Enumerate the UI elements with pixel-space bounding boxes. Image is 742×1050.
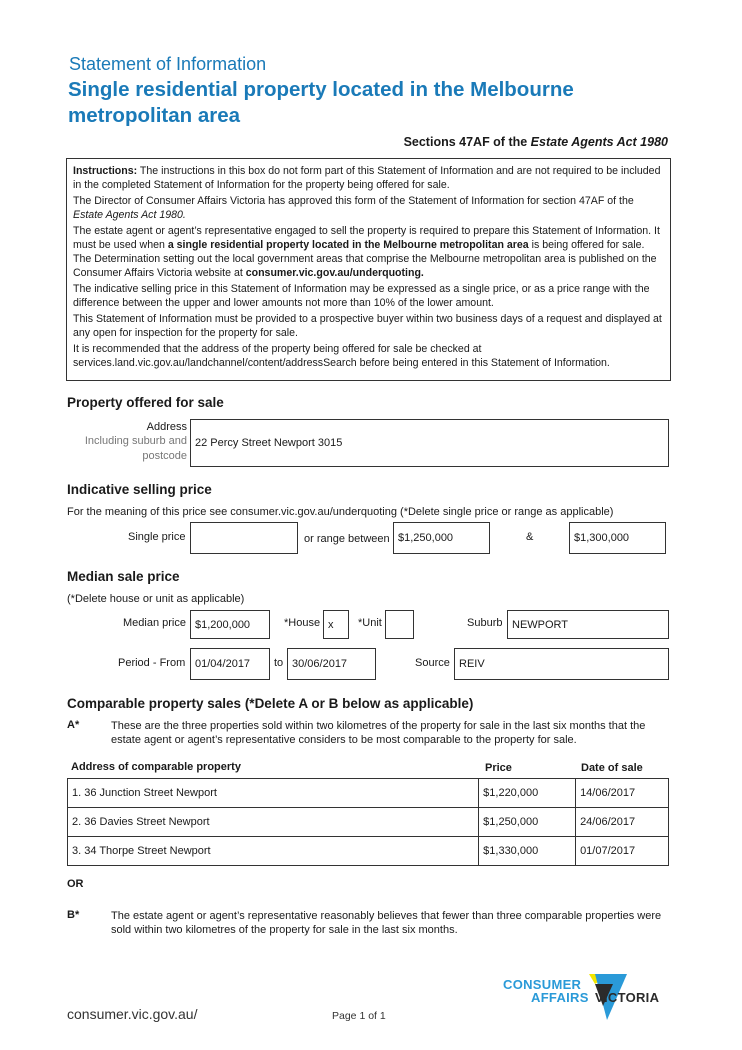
- comparable-sales-table: [67, 778, 669, 866]
- option-a-marker: A*: [67, 719, 80, 731]
- col-header-address: Address of comparable property: [71, 761, 241, 773]
- source-label: Source: [415, 657, 450, 669]
- instructions-p2-text: The Director of Consumer Affairs Victoria has approved this form of the Statement of Information for section 47AF of the: [73, 194, 634, 207]
- comparable-address[interactable]: 2. 36 Davies Street Newport: [68, 808, 479, 837]
- suburb-field[interactable]: NEWPORT: [507, 610, 669, 639]
- table-row: [68, 808, 669, 837]
- range-ampersand: &: [526, 531, 534, 543]
- underquoting-link[interactable]: consumer.vic.gov.au/underquoting.: [245, 267, 424, 280]
- instructions-p6: It is recommended that the address of the property being offered for sale be checked at services.land.vic.gov.au/landchannel/content/addressSearch before being entered in this Statement of Information.: [73, 342, 610, 370]
- single-price-field[interactable]: [190, 522, 298, 554]
- house-checkbox[interactable]: x: [323, 610, 349, 639]
- single-price-label: Single price: [128, 531, 186, 543]
- sections-prefix: Sections 47AF of the: [403, 135, 531, 149]
- option-a-text: These are the three properties sold within two kilometres of the property for sale in the last six months that the estate agent or agent’s representative considers to be most comparable to the property for sale.: [111, 720, 646, 746]
- address-sublabel-2: postcode: [142, 450, 187, 462]
- col-header-price: Price: [485, 762, 512, 774]
- median-price-field[interactable]: $1,200,000: [190, 610, 270, 639]
- table-row: [68, 837, 669, 866]
- instructions-p5: This Statement of Information must be provided to a prospective buyer within two business days of a request and displayed at any open for inspection for the property for sale.: [73, 313, 662, 340]
- footer-url[interactable]: consumer.vic.gov.au/: [67, 1006, 198, 1022]
- comparable-heading: Comparable property sales (*Delete A or B below as applicable): [67, 696, 474, 711]
- comparable-date[interactable]: 01/07/2017: [576, 837, 669, 866]
- indicative-heading: Indicative selling price: [67, 482, 212, 497]
- comparable-address[interactable]: 3. 34 Thorpe Street Newport: [68, 837, 479, 866]
- page-title: Single residential property located in the Melbourne metropolitan area: [68, 78, 574, 127]
- property-heading: Property offered for sale: [67, 395, 224, 410]
- period-from-label: Period - From: [118, 657, 186, 669]
- unit-checkbox[interactable]: [385, 610, 414, 639]
- comparable-price[interactable]: $1,330,000: [479, 837, 576, 866]
- indicative-note: For the meaning of this price see consumer.vic.gov.au/underquoting (*Delete single price or range as applicable): [67, 506, 614, 518]
- range-high-field[interactable]: $1,300,000: [569, 522, 666, 554]
- col-header-date: Date of sale: [581, 762, 643, 774]
- period-to-field[interactable]: 30/06/2017: [287, 648, 376, 680]
- address-field[interactable]: 22 Percy Street Newport 3015: [190, 419, 669, 467]
- unit-label: *Unit: [358, 617, 382, 629]
- logo-affairs: AFFAIRS: [531, 990, 589, 1005]
- instructions-box: [66, 158, 671, 381]
- instructions-p3: [73, 224, 665, 281]
- comparable-price[interactable]: $1,250,000: [479, 808, 576, 837]
- page-number: Page 1 of 1: [332, 1010, 386, 1022]
- range-low-field[interactable]: $1,250,000: [393, 522, 490, 554]
- instructions-p3-text-a: The estate agent or agent’s representative engaged to sell the property is required to prepare this Statement of Information. It must be used when: [73, 224, 660, 252]
- period-from-field[interactable]: 01/04/2017: [190, 648, 270, 680]
- house-label: *House: [284, 617, 321, 629]
- consumer-affairs-victoria-logo: [503, 972, 673, 1022]
- instructions-p4: The indicative selling price in this Statement of Information may be expressed as a single price, or as a price range with the difference between the upper and lower amounts not more than 10% of the lower amount.: [73, 283, 650, 310]
- address-label: Address: [146, 421, 187, 433]
- option-b-marker: B*: [67, 909, 80, 921]
- comparable-date[interactable]: 14/06/2017: [576, 779, 669, 808]
- instructions-p1-text: The instructions in this box do not form part of this Statement of Information and are not required to be included in the completed Statement of Information for the property being offered for sale.: [73, 165, 661, 192]
- instructions-p3-bold: a single residential property located in the Melbourne metropolitan area: [167, 239, 529, 252]
- median-heading: Median sale price: [67, 569, 180, 584]
- period-to-label: to: [274, 657, 284, 669]
- table-row: [68, 779, 669, 808]
- sections-reference: [404, 135, 668, 149]
- or-separator: OR: [67, 878, 84, 890]
- instructions-p3-text-b: is being offered for sale. The Determination setting out the local government areas that comprise the Melbourne metropolitan area is published on the Consumer Affairs Victoria website at: [73, 239, 657, 280]
- median-note: (*Delete house or unit as applicable): [67, 593, 245, 605]
- comparable-date[interactable]: 24/06/2017: [576, 808, 669, 837]
- logo-consumer: CONSUMER: [503, 977, 582, 992]
- option-b-text: The estate agent or agent’s representative reasonably believes that fewer than three comparable properties were sold within two kilometres of the property for sale in the last six months.: [111, 910, 662, 936]
- instructions-p2-act: Estate Agents Act 1980.: [73, 209, 186, 222]
- source-field[interactable]: REIV: [454, 648, 669, 680]
- doc-type-label: Statement of Information: [69, 54, 267, 74]
- instructions-p2: [73, 194, 665, 222]
- address-sublabel-1: Including suburb and: [84, 435, 187, 447]
- instructions-label: Instructions:: [73, 165, 138, 177]
- act-name: Estate Agents Act 1980: [530, 135, 668, 149]
- instructions-p1: [73, 164, 665, 192]
- comparable-price[interactable]: $1,220,000: [479, 779, 576, 808]
- logo-victoria: VICTORIA: [595, 990, 660, 1005]
- suburb-label: Suburb: [467, 617, 503, 629]
- range-label: or range between: [304, 533, 390, 545]
- median-price-label: Median price: [123, 617, 186, 629]
- comparable-address[interactable]: 1. 36 Junction Street Newport: [68, 779, 479, 808]
